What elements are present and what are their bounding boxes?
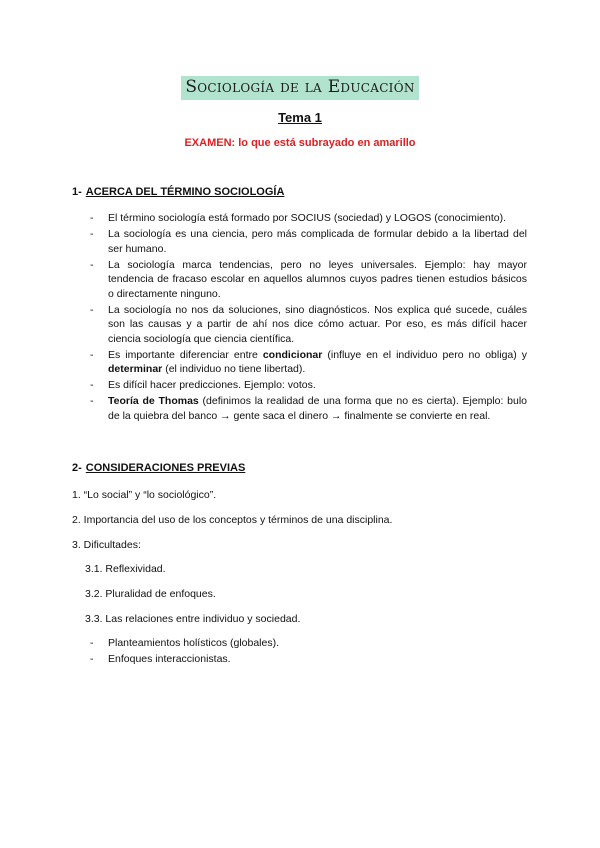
text-fragment: (definimos la realidad de una forma que no es cierta). Ejemplo: bulo de la quiebra del banco → gente saca el dinero → finalmente se convierte en real. — [108, 395, 527, 422]
exam-note: EXAMEN: lo que está subrayado en amarillo — [184, 137, 416, 149]
bullet-item: - Planteamientos holísticos (globales). — [90, 636, 527, 651]
topic-heading: Tema 1 — [278, 110, 322, 125]
numbered-item-1: 1. “Lo social” y “lo sociológico”. — [72, 489, 217, 501]
bullet-item — [90, 348, 527, 377]
bullet-item: - La sociología no nos da soluciones, sino diagnósticos. Nos explica qué sucede, cuáles son las causas y a partir de ahí nos dice cómo actuar. Por eso, es más difícil hacer ciencia sociología que ciencia científica. — [90, 303, 527, 347]
section-2-heading — [72, 462, 245, 474]
text-fragment: (influye en el individuo pero no obliga) y — [322, 348, 527, 361]
text-fragment: (el individuo no tiene libertad). — [162, 363, 306, 375]
sub-item-3-2: 3.2. Pluralidad de enfoques. — [85, 588, 216, 600]
document-title: Sociología de la Educación — [181, 76, 418, 100]
sub-item-3-1: 3.1. Reflexividad. — [85, 563, 166, 575]
section-1-heading — [72, 186, 284, 198]
numbered-item-3: 3. Dificultades: — [72, 539, 141, 551]
section-1-title: ACERCA DEL TÉRMINO SOCIOLOGÍA — [85, 186, 285, 198]
bullet-item: - El término sociología está formado por SOCIUS (sociedad) y LOGOS (conocimiento). — [90, 211, 527, 226]
text-fragment: Es importante diferenciar entre — [108, 348, 263, 361]
bullet-item — [90, 394, 527, 423]
sub-item-3-3: 3.3. Las relaciones entre individuo y sociedad. — [85, 613, 301, 625]
bullet-item: - Es difícil hacer predicciones. Ejemplo: votos. — [90, 378, 527, 393]
title-block — [0, 76, 600, 100]
section-2-number: 2- — [72, 462, 82, 474]
bullet-item: - La sociología es una ciencia, pero más complicada de formular debido a la libertad del ser humano. — [90, 227, 527, 256]
term-determinar: determinar — [108, 363, 163, 375]
numbered-item-2: 2. Importancia del uso de los conceptos y términos de una disciplina. — [72, 514, 393, 526]
term-teoria-thomas: Teoría de Thomas — [108, 395, 199, 407]
section-2-bullet-list — [90, 636, 527, 668]
bullet-item: - La sociología marca tendencias, pero no leyes universales. Ejemplo: hay mayor tendencia de fracaso escolar en aquellos alumnos cuyos padres tienen estudios básicos o directamente ninguno. — [90, 258, 527, 302]
term-condicionar: condicionar — [262, 348, 323, 361]
section-1-number: 1- — [72, 186, 82, 198]
bullet-item: - Enfoques interaccionistas. — [90, 652, 527, 667]
section-2-title: CONSIDERACIONES PREVIAS — [85, 462, 246, 474]
section-1-bullet-list — [90, 211, 527, 425]
